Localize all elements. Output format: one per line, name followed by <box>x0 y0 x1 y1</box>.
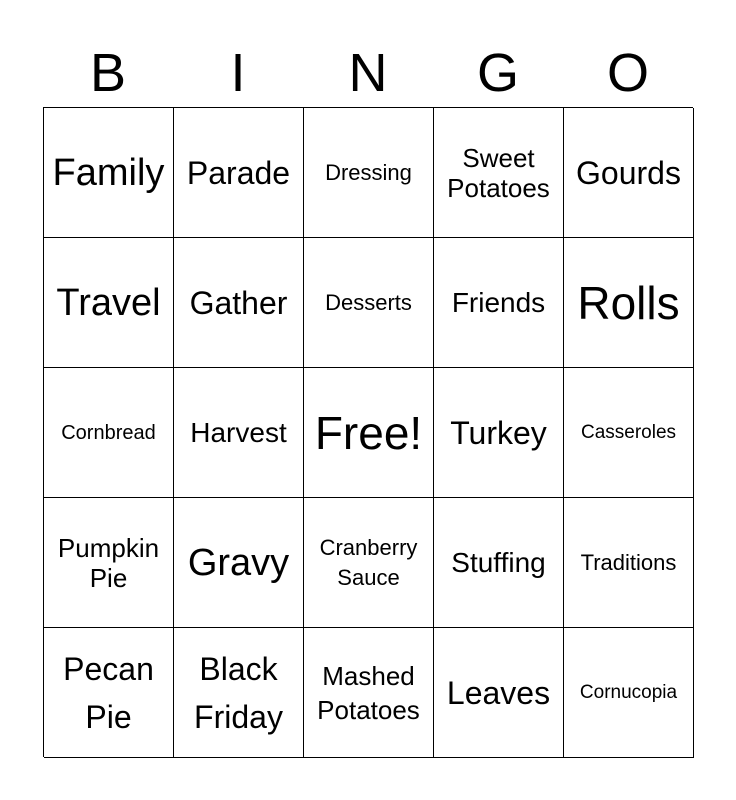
header-letter-b: B <box>89 43 127 103</box>
header-letter-n: N <box>348 43 388 103</box>
cell-label: Cornbread <box>61 421 156 444</box>
bingo-cell[interactable] <box>564 628 694 758</box>
bingo-cell[interactable] <box>174 628 304 758</box>
cell-label: Traditions <box>580 549 677 575</box>
free-space-cell[interactable] <box>304 368 434 498</box>
cell-label: Dressing <box>325 159 412 185</box>
bingo-grid <box>43 107 693 757</box>
bingo-cell[interactable] <box>44 238 174 368</box>
cell-label: Cranberry Sauce <box>319 534 418 590</box>
cell-label: Pumpkin Pie <box>57 532 160 593</box>
cell-label: Cornucopia <box>579 681 678 703</box>
bingo-cell[interactable] <box>44 368 174 498</box>
bingo-cell[interactable] <box>304 238 434 368</box>
header-letter-g: G <box>476 43 519 103</box>
bingo-cell[interactable] <box>174 498 304 628</box>
cell-label: Pecan Pie <box>63 650 154 735</box>
bingo-cell[interactable] <box>174 238 304 368</box>
cell-label: Turkey <box>450 414 547 451</box>
bingo-header <box>43 38 693 108</box>
bingo-cell[interactable] <box>44 498 174 628</box>
cell-label: Black Friday <box>194 650 283 735</box>
bingo-cell[interactable] <box>434 628 564 758</box>
bingo-cell[interactable] <box>434 238 564 368</box>
bingo-cell[interactable] <box>174 368 304 498</box>
bingo-cell[interactable] <box>564 368 694 498</box>
cell-label: Gather <box>189 284 288 321</box>
bingo-cell[interactable] <box>564 498 694 628</box>
bingo-cell[interactable] <box>304 498 434 628</box>
bingo-cell[interactable] <box>434 498 564 628</box>
cell-label: Friends <box>451 286 546 318</box>
bingo-cell[interactable] <box>304 108 434 238</box>
cell-label: Casseroles <box>580 421 677 443</box>
bingo-cell[interactable] <box>434 368 564 498</box>
cell-label: Travel <box>56 281 161 324</box>
header-letter-o: O <box>606 43 649 103</box>
bingo-cell[interactable] <box>44 628 174 758</box>
cell-label: Mashed Potatoes <box>317 660 420 725</box>
bingo-cell[interactable] <box>304 628 434 758</box>
cell-label: Family <box>52 151 165 194</box>
cell-label: Parade <box>186 154 291 191</box>
cell-label: Desserts <box>325 289 412 315</box>
bingo-cell[interactable] <box>174 108 304 238</box>
cell-label: Stuffing <box>451 546 546 578</box>
cell-label: Harvest <box>190 416 287 448</box>
cell-label: Gourds <box>576 154 681 191</box>
cell-label: Rolls <box>577 276 680 329</box>
free-space-label: Free! <box>314 406 423 459</box>
cell-label: Leaves <box>446 674 551 711</box>
cell-label: Sweet Potatoes <box>447 142 550 203</box>
bingo-cell[interactable] <box>44 108 174 238</box>
bingo-cell[interactable] <box>564 238 694 368</box>
bingo-cell[interactable] <box>564 108 694 238</box>
header-letter-i: I <box>230 43 246 103</box>
cell-label: Gravy <box>187 541 290 584</box>
bingo-cell[interactable] <box>434 108 564 238</box>
